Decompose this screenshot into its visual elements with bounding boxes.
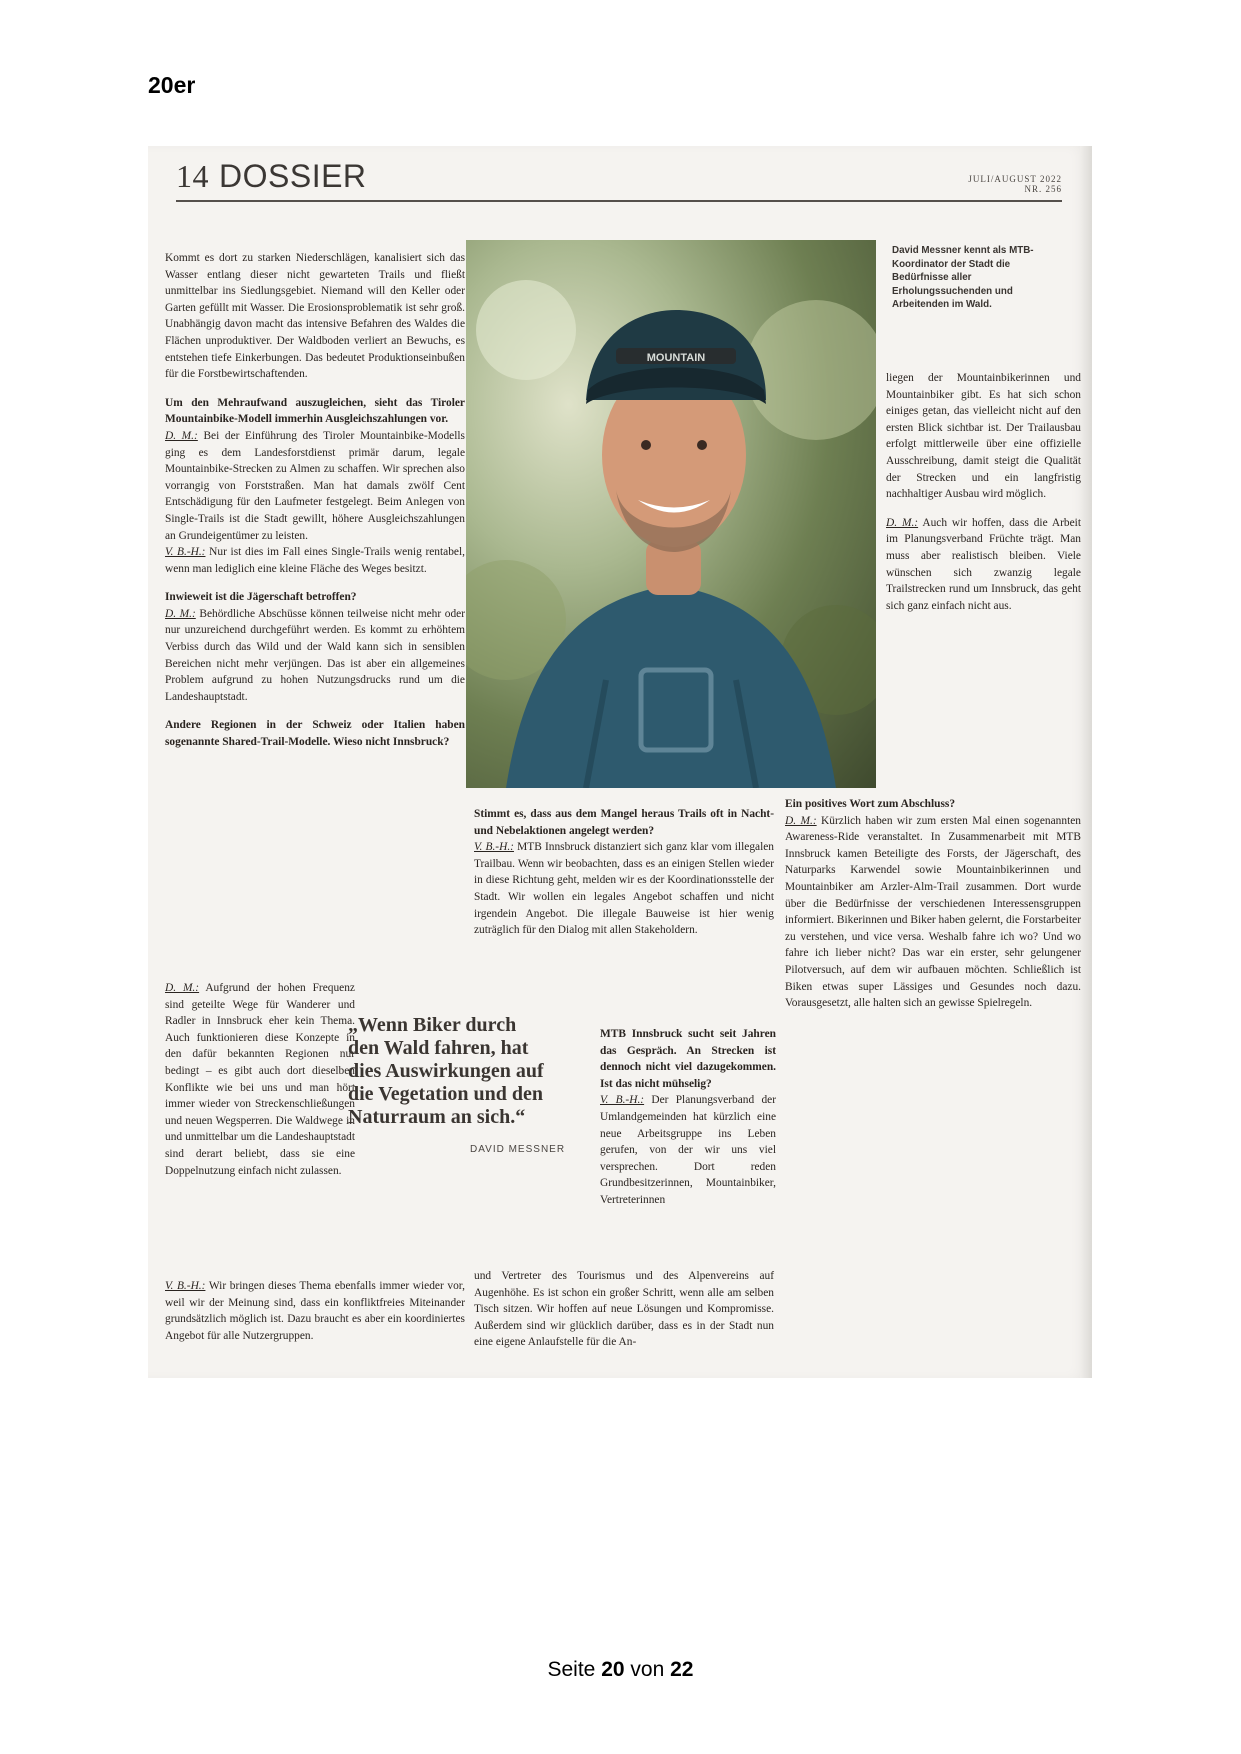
header-rule [176, 200, 1062, 202]
answer-text: Wir bringen dieses Thema ebenfalls immer wieder vor, weil wir der Meinung sind, dass ein konfliktfreies Miteinander grundsätzlich möglich ist. Dazu braucht es aber ein koordiniertes Angebot für alle Nutzergruppen. [165, 1280, 465, 1342]
portrait-illustration [466, 240, 876, 788]
speaker-initials: V. B.-H.: [165, 546, 206, 559]
speaker-initials: V. B.-H.: [600, 1094, 645, 1107]
article-column-1-bottom [165, 1278, 465, 1356]
portrait-photo [466, 240, 876, 788]
article-column-1-wrapped [165, 980, 355, 1191]
article-column-2-bottom [474, 1268, 774, 1363]
paragraph: und Vertreter des Tourismus und des Alpenvereins auf Augenhöhe. Es ist schon ein großer Schritt, wenn alle am selben Tisch sitzen. Wir hoffen auf neue Lösungen und Kompromisse. Außerdem sind wir glücklich darüber, dass es in der Stadt nun eine eigene Anlaufstelle für die An- [474, 1270, 774, 1349]
photo-caption: David Messner kennt als MTB-Koordinator der Stadt die Bedürfnisse aller Erholungssuchenden und Arbeitenden im Wald. [892, 245, 1034, 310]
paragraph: liegen der Mountainbikerinnen und Mountainbiker gibt. Es hat sich schon einiges getan, das vielleicht nicht auf den ersten Blick sichtbar ist. Der Trailausbau erfolgt mittlerweile über eine offizielle Ausschreibung, damit steigt die Qualität der Strecken und ein langfristig nachhaltiger Ausbau wird möglich. [886, 372, 1081, 501]
article-column-3-bottom [785, 796, 1081, 1024]
page-footer [0, 1658, 1241, 1682]
interview-question: Um den Mehraufwand auszugleichen, sieht das Tiroler Mountainbike-Modell immerhin Ausgleichszahlungen vor. [165, 396, 465, 426]
scan-page-edge [1080, 146, 1092, 1378]
document-label: 20er [148, 72, 196, 98]
cap-print: MOUNTAIN [646, 352, 706, 364]
article-column-1 [165, 250, 465, 763]
section-header [176, 158, 367, 195]
answer-text: Auch wir hoffen, dass die Arbeit im Planungsverband Früchte trägt. Man muss aber realistisch bleiben. Viele wünschen sich zwanzig legale Trailstrecken rund um Innsbruck, das geht sich ganz einfach nicht aus. [886, 516, 1081, 612]
speaker-initials: D. M.: [785, 814, 817, 827]
newspaper-scan [148, 146, 1092, 1378]
speaker-initials: V. B.-H.: [474, 841, 514, 854]
speaker-initials: D. M.: [165, 982, 200, 994]
total-pages: 22 [670, 1658, 694, 1681]
speaker-initials: D. M.: [165, 607, 196, 620]
issue-info [968, 174, 1062, 194]
speaker-initials: V. B.-H.: [165, 1280, 206, 1292]
answer-text: Kürzlich haben wir zum ersten Mal einen sogenannten Awareness-Ride veranstaltet. In Zusammenarbeit mit MTB Innsbruck kamen Beteiligte des Forsts, der Jägerschaft, des Naturparks Karwendel sowie Mountainbikerinnen und Mountainbiker am Arzler-Alm-Trail zusammen. Dort wurde über die Bedürfnisse der verschiedenen Interessensgruppen informiert. Bikerinnen und Biker haben gelernt, die Forstarbeiter zu verstehen, und vice versa. Weshalb fahre ich wo? Und wo fahre ich lieber nicht? Das war ein erster, sehr gelungener Pilotversuch, auf dem wir aufbauen möchten. Schließlich ist Biken etwas super Lässiges und Gesundes noch dazu. Vorausgesetzt, alle halten sich an gewisse Spielregeln. [785, 814, 1081, 1010]
answer-text: Behördliche Abschüsse können teilweise nicht mehr oder nur unzureichend durchgeführt werden. Es kommt zu erhöhtem Verbiss durch das Wild und der Wald kann sich in sensiblen Bereichen nicht mehr verjüngen. Das ist aber ein allgemeines Problem aufgrund zu hohen Nutzungsdrucks rund um die Landeshauptstadt. [165, 607, 465, 703]
answer-text: Nur ist dies im Fall eines Single-Trails wenig rentabel, wenn man lediglich eine kleine Fläche des Weges besitzt. [165, 546, 465, 575]
interview-question: MTB Innsbruck sucht seit Jahren das Gespräch. An Strecken ist dennoch nicht viel dazugekommen. Ist das nicht mühselig? [600, 1028, 776, 1090]
article-column-3 [886, 370, 1081, 626]
interview-question: Andere Regionen in der Schweiz oder Italien haben sogenannte Shared-Trail-Modelle. Wieso nicht Innsbruck? [165, 719, 465, 749]
footer-prefix: Seite [547, 1658, 596, 1681]
issue-number: NR. 256 [1024, 184, 1062, 194]
article-column-2 [474, 806, 774, 951]
current-page: 20 [601, 1658, 625, 1681]
interview-question: Inwieweit ist die Jägerschaft betroffen? [165, 591, 357, 604]
section-title: DOSSIER [219, 158, 367, 194]
article-column-2-side [600, 1026, 776, 1221]
interview-question: Stimmt es, dass aus dem Mangel heraus Trails oft in Nacht- und Nebelaktionen angelegt werden? [474, 808, 774, 837]
answer-text: Aufgrund der hohen Frequenz sind geteilte Wege für Wanderer und Radler in Innsbruck eher kein Thema. Auch funktionieren diese Konzepte in den dafür bekannten Regionen nur bedingt – es gibt auch dort dieselben Konflikte wie bei uns und man hört immer wieder von Streckenschließungen und neuen Wegsperren. Die Waldwege in und unmittelbar um die Landeshauptstadt sind derart beliebt, dass sie eine Doppelnutzung einfach nicht zulassen. [165, 982, 355, 1177]
pull-quote: „Wenn Biker durch den Wald fahren, hat dies Auswirkungen auf die Vegetation und den Naturraum an sich.“ [348, 1014, 544, 1128]
footer-middle: von [630, 1658, 665, 1681]
interview-question: Ein positives Wort zum Abschluss? [785, 798, 956, 810]
page-number: 14 [176, 158, 209, 194]
answer-text: Bei der Einführung des Tiroler Mountainbike-Modells ging es dem Landesforstdienst primär darum, legale Mountainbike-Strecken zu Almen zu schaffen. Wir sprechen also vorrangig von Forststraßen. Man hat damals zwölf Cent Entschädigung für den Laufmeter festgelegt. Beim Anlegen von Single-Trails ist die Stadt gewillt, höhere Ausgleichszahlungen an Grundeigentümer zu leisten. [165, 429, 465, 542]
pull-quote-author: DAVID MESSNER [470, 1144, 566, 1155]
answer-text: Der Planungsverband der Umlandgemeinden hat kürzlich eine neue Arbeitsgruppe ins Leben gerufen, von der wir uns viel versprechen. Dort reden Grundbesitzerinnen, Mountainbiker, Vertreterinnen [600, 1094, 776, 1206]
issue-date: JULI/AUGUST 2022 [968, 174, 1062, 184]
paragraph: Kommt es dort zu starken Niederschlägen, kanalisiert sich das Wasser entlang dieser nicht gewarteten Trails und fließt unmittelbar ins Siedlungsgebiet. Niemand will den Keller oder Garten gefüllt mit Wasser. Die Erosionsproblematik ist sehr groß. Unabhängig davon macht das intensive Befahren des Waldes die Flächen unproduktiver. Der Waldboden verliert an Bewuchs, es entstehen tiefe Einkerbungen. Das bedeutet Produktionseinbußen für die Forstbewirtschaftenden. [165, 252, 465, 381]
speaker-initials: D. M.: [886, 516, 919, 529]
answer-text: MTB Innsbruck distanziert sich ganz klar vom illegalen Trailbau. Wenn wir beobachten, dass es an einigen Stellen wieder in diese Richtung geht, melden wir es der Koordinationsstelle der Stadt. Wir wollen ein legales Angebot schaffen und nicht irgendein Angebot. Die illegale Bauweise ist hier wenig zuträglich für den Dialog mit allen Stakeholdern. [474, 841, 774, 937]
speaker-initials: D. M.: [165, 429, 198, 442]
